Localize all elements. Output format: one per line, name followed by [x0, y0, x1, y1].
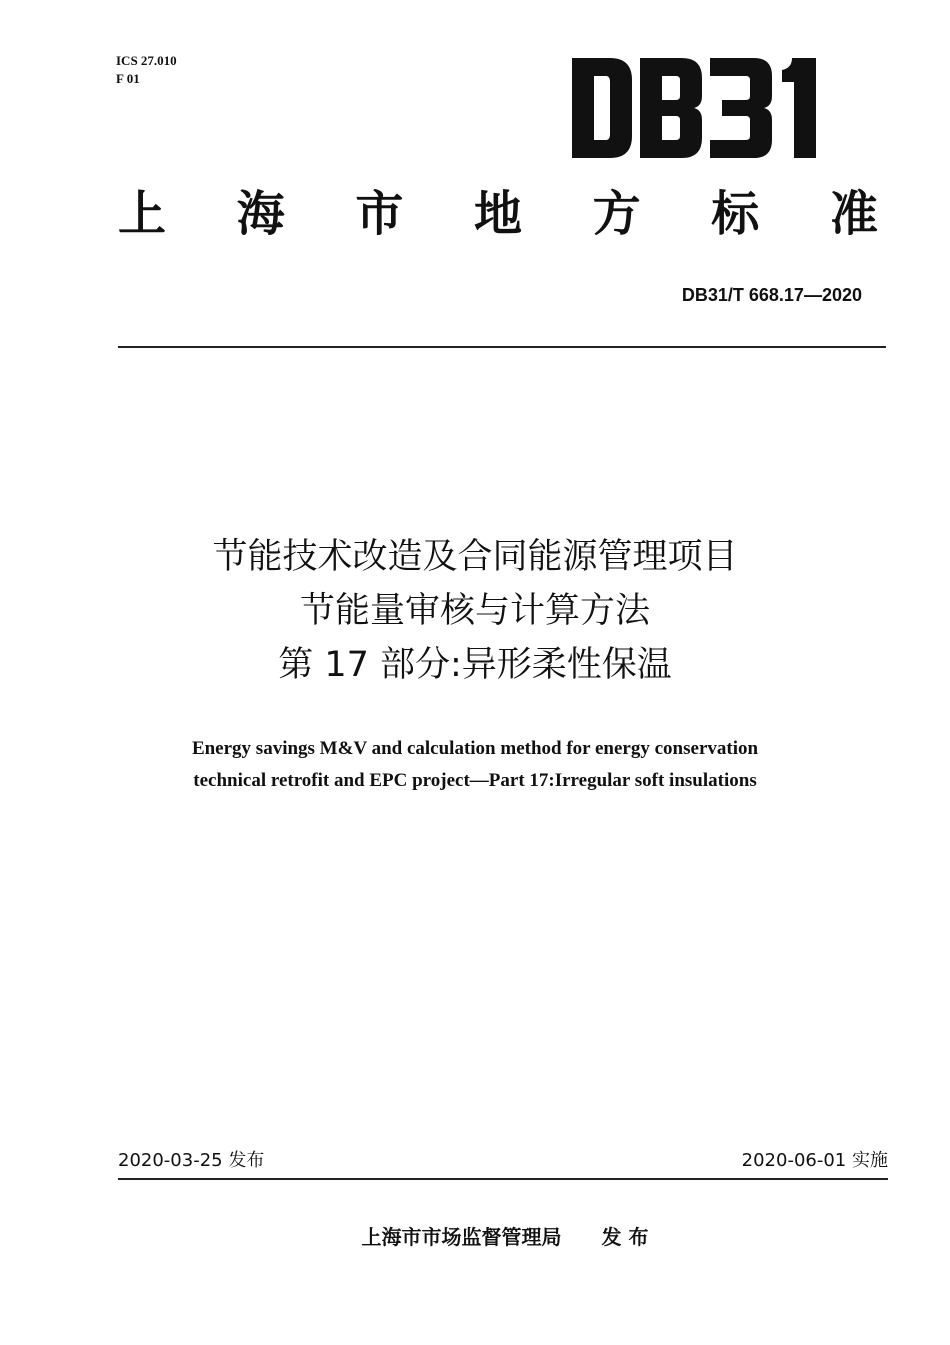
chinese-title-line: 节能技术改造及合同能源管理项目 [212, 537, 738, 577]
category-code: F 01 [116, 71, 140, 86]
standard-type-char: 地 [473, 186, 522, 242]
standard-code: DB31/T 668.17—2020 [681, 285, 862, 305]
publisher-line [0, 1223, 950, 1251]
english-title-line: technical retrofit and EPC project—Part 17:Irregular soft insulations [193, 770, 757, 791]
chinese-title-line: 节能量审核与计算方法 [299, 591, 650, 631]
english-title [95, 733, 855, 797]
ics-code: ICS 27.010 [116, 53, 177, 68]
publisher-org: 上海市市场监督管理局 [361, 1225, 562, 1249]
standard-type-char: 上 [118, 186, 167, 242]
chinese-title [95, 530, 855, 692]
standard-type-char: 标 [711, 186, 760, 242]
bottom-divider [118, 1178, 888, 1180]
standard-type-char: 准 [829, 186, 878, 242]
standard-type-char: 市 [355, 186, 404, 242]
english-title-line: Energy savings M&V and calculation method for energy conservation [191, 738, 759, 759]
chinese-title-line: 第 17 部分:异形柔性保温 [278, 645, 672, 685]
standard-type-char: 方 [592, 186, 641, 242]
implementation-date: 2020-06-01 实施 [741, 1150, 888, 1171]
standard-type-heading [118, 182, 878, 246]
standard-type-char: 海 [236, 186, 285, 242]
classification-codes [116, 52, 177, 88]
top-divider [118, 346, 886, 348]
db31-logo-icon [570, 56, 832, 160]
publisher-action: 发 布 [601, 1225, 649, 1249]
issue-date: 2020-03-25 发布 [118, 1150, 265, 1171]
